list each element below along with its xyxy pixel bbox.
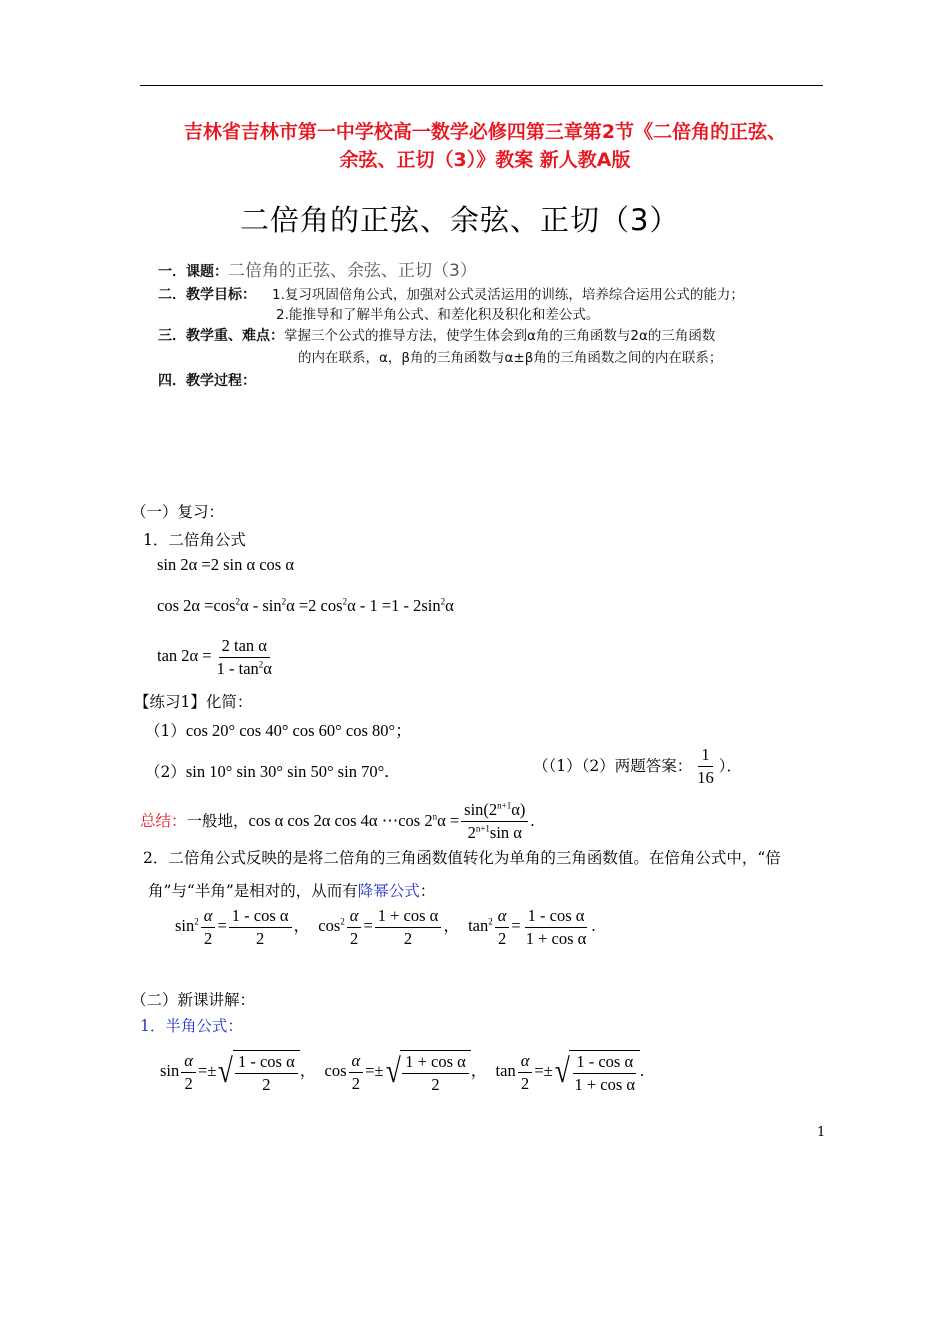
plan-key-points-1: 掌握三个公式的推导方法，使学生体会到α角的三角函数与2α的三角函数 [284,328,716,344]
half-angle-formulas: sin $\frac{\alpha}{2}$ =± √ $\frac{\text{1 - cos α}}{2}$ ， cos $\frac{\alpha}{2}$ =± √ $\frac{\text{1 + cos α}}{2}$ ， tan $\frac{\alpha}{2}$ =± √ $\frac{\text{1 - cos α}}{\text{1 + cos α}}$ . [160,1051,645,1094]
plan-topic [158,256,477,281]
summary: 总结：一般地，cos α cos 2α cos 4α ⋯cos $2^n\alpha$ = $\frac{\sin(2^{n+1}\alpha)}{2^{n+1}\sin \alpha}$ . [140,800,535,842]
cos-double-formula: $\cos 2\alpha =\cos^2\alpha - \sin^2\alpha =2$ $\cos^2\alpha - 1 =1 - 2\sin^2\alpha$ [157,596,454,615]
exercise-answer: （（1）（2）两题答案： $\frac{1}{16}$ ）． [533,745,742,787]
plan-objective-2: 2.能推导和了解半角公式、和差化积及积化和差公式。 [276,307,600,323]
plan-key-points-label: 三．教学重、难点： [158,328,284,344]
summary-label: 总结： [140,811,187,830]
plan-topic-label: 一．课题： [158,264,228,280]
plan-key-points [158,324,715,345]
document-title-line-2: 余弦、正切（3）》教案 新人教A版 [339,149,631,171]
answer-fraction: $\frac{1}{16}$ [697,745,714,787]
sin-double-formula: sin 2α =2 sin α cos α [157,555,294,574]
exercise-1-heading: 【练习1】化简： [134,693,253,711]
plan-objectives-label: 二．教学目标： [158,287,256,303]
review-heading: （一）复习： [131,503,225,521]
radical-cos: √ $\frac{\text{1 + cos α}}{2}$ [384,1050,471,1095]
plan-process-label: 四．教学过程： [158,373,256,389]
item-2-line-1: 2．二倍角公式反映的是将二倍角的三角函数值转化为单角的三角函数值。在倍角公式中，“倍 [143,849,781,867]
radical-tan: √ $\frac{\text{1 - cos α}}{\text{1 + cos α}}$ [553,1050,640,1095]
plan-topic-value: 二倍角的正弦、余弦、正切（3） [228,261,477,281]
new-lesson-heading: （二）新课讲解： [131,991,256,1009]
plan-key-points-2: 的内在联系，α，β角的三角函数与α±β角的三角函数之间的内在联系； [298,350,723,366]
exercise-1-part-2: （2）sin 10° sin 30° sin 50° sin 70°． [145,762,401,781]
summary-fraction: $\frac{\sin(2^{n+1}\alpha)}{2^{n+1}\sin \alpha}$ [461,800,528,843]
double-angle-heading: 1．二倍角公式 [143,531,246,549]
tan-double-fraction: $\frac{\text{2 tan α}}{1 - \tan^2\alpha}$ [216,636,272,678]
plan-objective-1: 1.复习巩固倍角公式，加强对公式灵活运用的训练，培养综合运用公式的能力； [272,287,744,303]
document-title-line-1: 吉林省吉林市第一中学校高一数学必修四第三章第2节《二倍角的正弦、 [183,121,787,143]
radical-sin: √ $\frac{\text{1 - cos α}}{2}$ [216,1050,299,1095]
power-reduction-formulas: $\sin^2$ $\frac{\alpha}{2}$ = $\frac{\text{1 - cos α}}{2}$ ， $\cos^2$ $\frac{\alpha}{2}$ = $\frac{\text{1 + cos α}}{2}$ ， $\tan^2$ $\frac{\alpha}{2}$ = $\frac{\text{1 - cos α}}{\text{1 + cos α}}$ . [175,906,596,948]
header-rule [140,85,823,86]
plan-objectives [158,283,744,304]
lesson-title: 二倍角的正弦、余弦、正切（3） [240,203,680,237]
tan-double-formula: tan 2α = $\frac{\text{2 tan α}}{1 - \tan^2\alpha}$ [157,636,277,679]
power-reduction-link: 降幂公式 [357,882,420,900]
item-2-line-2: 角”与“半角”是相对的，从而有降幂公式： [148,882,436,900]
exercise-1-part-1: （1）cos 20° cos 40° cos 60° cos 80°； [145,721,412,740]
page-number: 1 [817,1125,826,1140]
half-angle-heading: 1．半角公式： [140,1017,243,1035]
